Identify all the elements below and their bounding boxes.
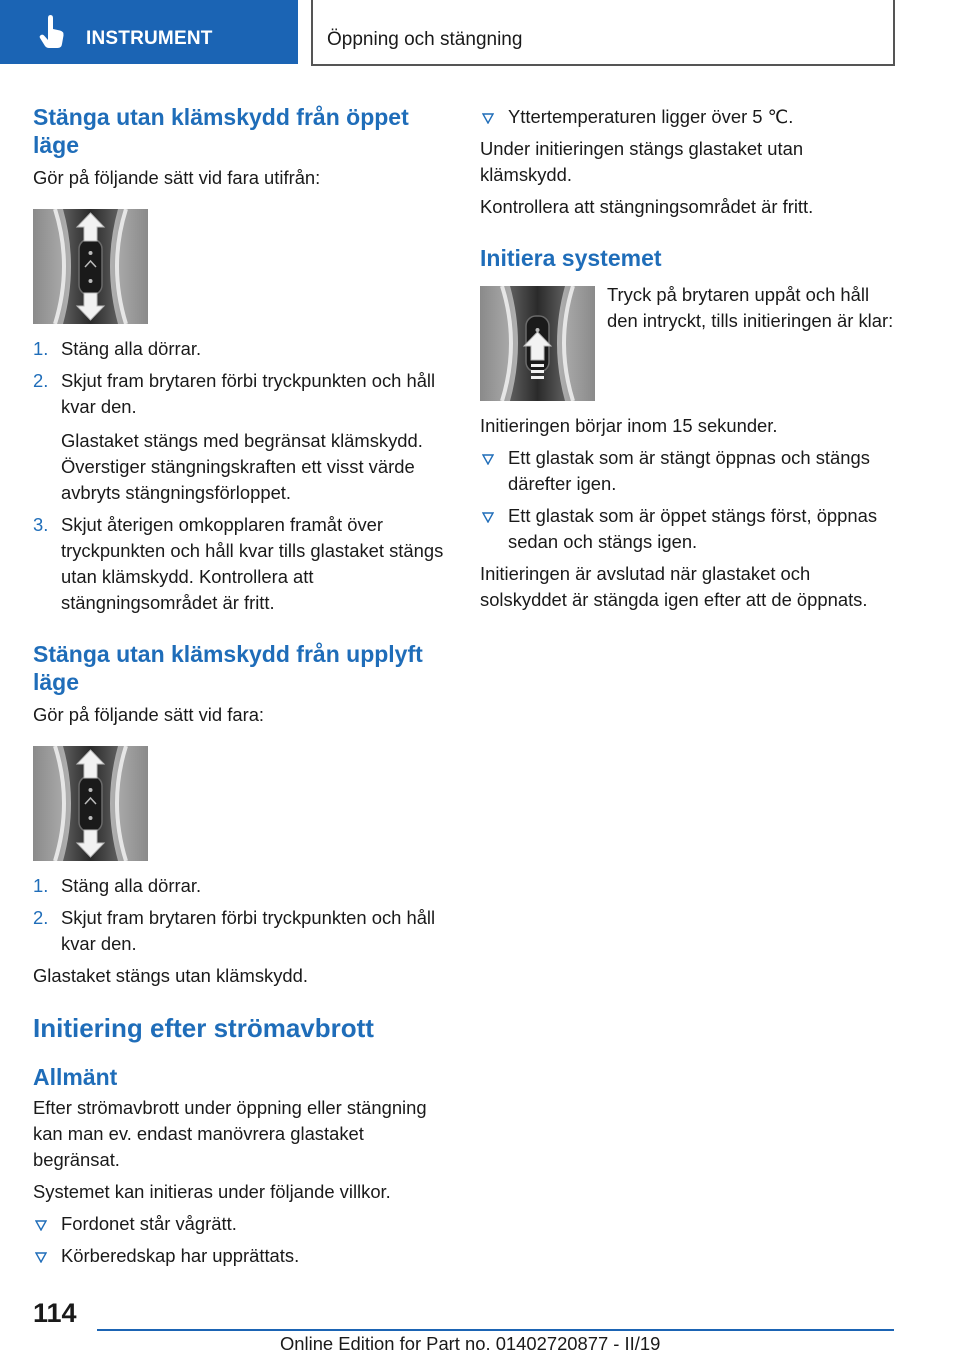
conditions-list (33, 1211, 447, 1269)
subheading-general: Allmänt (33, 1064, 118, 1090)
bullet-triangle-icon (35, 1252, 47, 1263)
bullet-triangle-icon (482, 113, 494, 124)
result-close-from-raised: Glastaket stängs utan klämskydd. (33, 965, 308, 986)
roof-switch-up-image (480, 286, 595, 401)
section-header (311, 0, 895, 66)
paragraph-init-complete: Initieringen är avslutad när glastaket och solskyddet är stängda igen efter att de öppnats. (480, 563, 868, 610)
steps-close-from-open (33, 336, 447, 616)
heading-close-from-raised: Stänga utan klämskydd från upplyft läge (33, 641, 423, 695)
roof-switch-image (33, 209, 148, 324)
list-item: 2. Skjut fram brytaren förbi tryckpunkten och håll kvar den. Glastaket stängs med begränsat klämskydd. Överstiger stängningskraften ett visst värde avbryts stängningsförloppet. (33, 370, 436, 503)
instruction-press-up: Tryck på brytaren uppåt och håll den intryckt, tills initieringen är klar: (607, 284, 894, 331)
paragraph-init-starts: Initieringen börjar inom 15 sekunder. (480, 415, 778, 436)
section-title: Öppning och stängning (327, 29, 523, 50)
paragraph-init-note: Under initieringen stängs glastaket utan klämskydd. (480, 138, 804, 185)
init-behaviour-list (480, 445, 894, 555)
steps-close-from-raised (33, 873, 447, 957)
list-item: Körberedskap har upprättats. (33, 1243, 447, 1269)
right-column (480, 100, 894, 613)
paragraph-check-area: Kontrollera att stängningsområdet är fritt. (480, 196, 814, 217)
list-item: 2. Skjut fram brytaren förbi tryckpunkten och håll kvar den. (33, 907, 436, 954)
list-item: Ett glastak som är stängt öppnas och stängs därefter igen. (480, 445, 894, 497)
intro-close-from-raised: Gör på följande sätt vid fara: (33, 704, 265, 725)
paragraph-conditions: Systemet kan initieras under följande villkor. (33, 1181, 391, 1202)
bullet-triangle-icon (35, 1220, 47, 1231)
footer-edition: Online Edition for Part no. 01402720877 - II/19 (280, 1333, 661, 1354)
left-column (33, 100, 447, 1269)
image-with-text (480, 286, 894, 401)
intro-close-from-open: Gör på följande sätt vid fara utifrån: (33, 167, 321, 188)
hand-pointer-icon (38, 14, 66, 50)
chapter-tab[interactable] (0, 0, 298, 64)
list-item: Ett glastak som är öppet stängs först, öppnas sedan och stängs igen. (480, 503, 894, 555)
heading-close-from-open: Stänga utan klämskydd från öppet läge (33, 104, 409, 158)
list-item: 1. Stäng alla dörrar. (33, 338, 202, 359)
chapter-tab-label: INSTRUMENT (86, 28, 213, 49)
page-number: 114 (33, 1298, 77, 1328)
paragraph-general: Efter strömavbrott under öppning eller stängning kan man ev. endast manövrera glastaket begränsat. (33, 1097, 427, 1170)
list-item: 3. Skjut återigen omkopplaren framåt över tryckpunkten och håll kvar tills glastaket stängs utan klämskydd. Kontrollera att stängningsområdet är fritt. (33, 514, 444, 613)
footer-divider (97, 1329, 894, 1331)
list-item: Fordonet står vågrätt. (33, 1211, 447, 1237)
list-item: Yttertemperaturen ligger över 5 ℃. (480, 104, 894, 130)
bullet-triangle-icon (482, 454, 494, 465)
heading-initialize-system: Initiera systemet (480, 245, 662, 271)
bullet-triangle-icon (482, 512, 494, 523)
list-item: 1. Stäng alla dörrar. (33, 875, 202, 896)
roof-switch-image (33, 746, 148, 861)
heading-init-after-power-loss: Initiering efter strömavbrott (33, 1013, 374, 1043)
conditions-list-continued (480, 104, 894, 130)
